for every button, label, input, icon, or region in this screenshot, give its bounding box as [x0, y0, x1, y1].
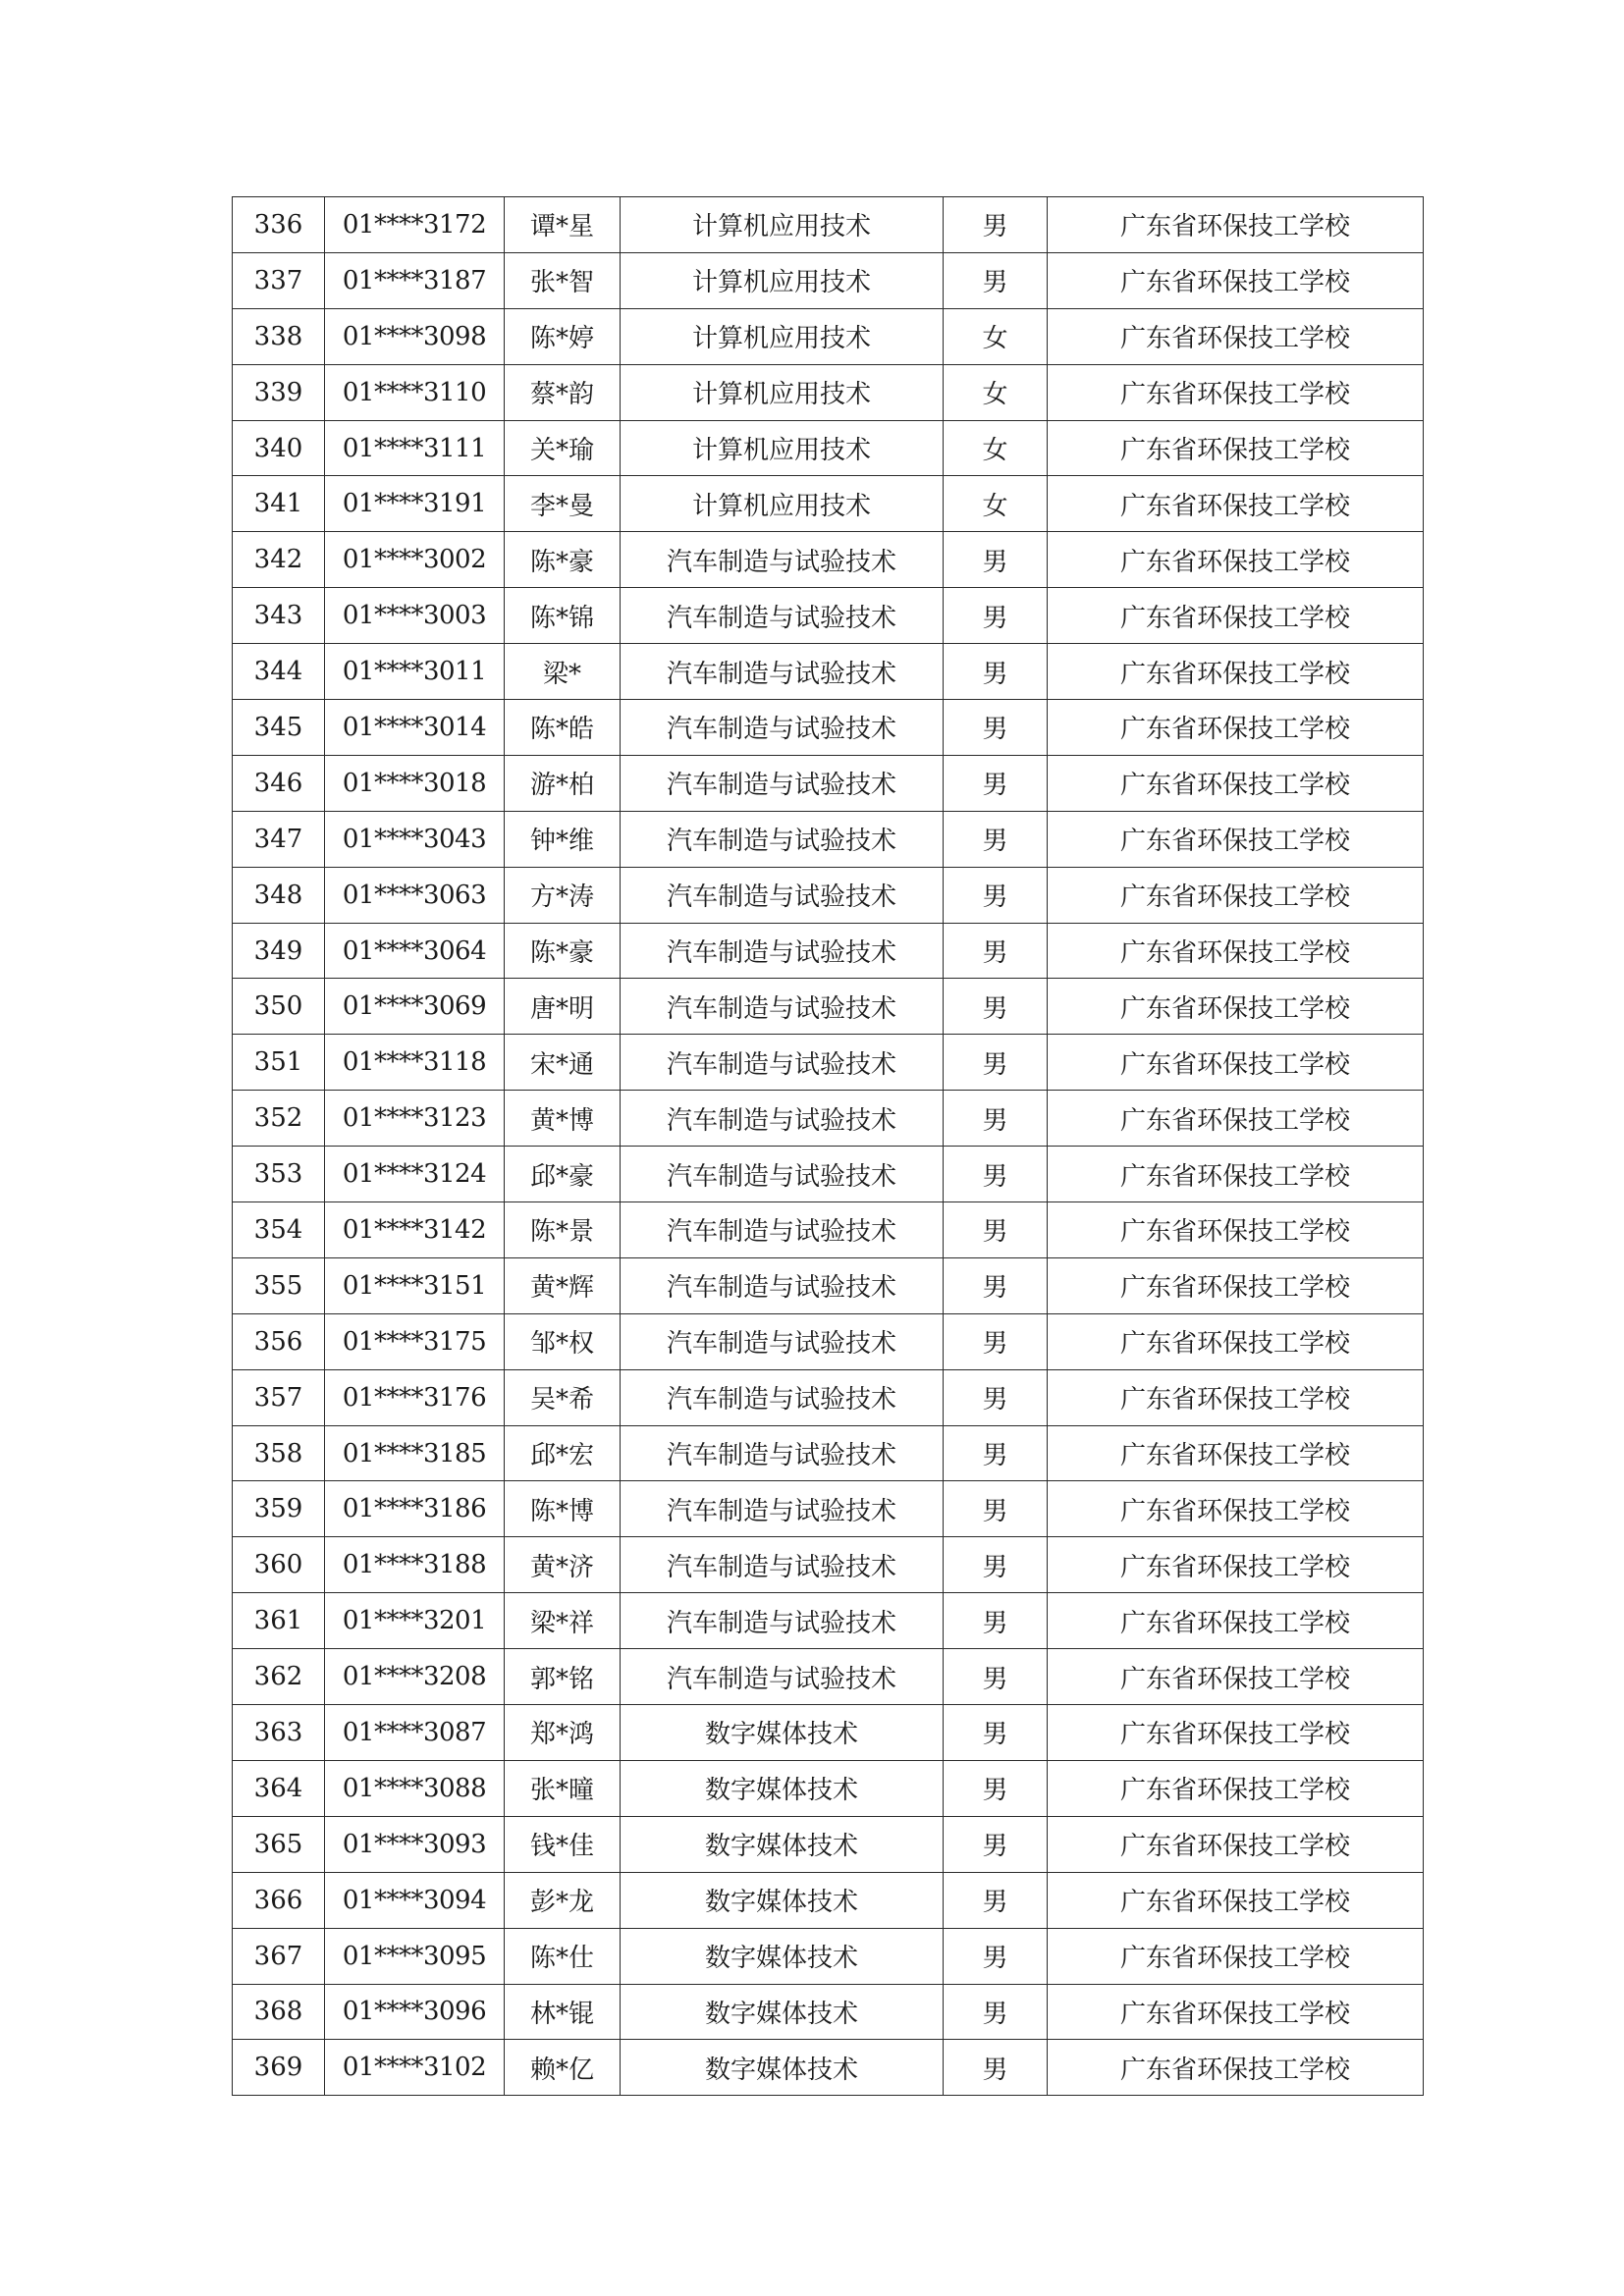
- school-cell: 广东省环保技工学校: [1048, 1257, 1424, 1313]
- student-name-cell: 邹*权: [505, 1313, 621, 1369]
- major-cell: 数字媒体技术: [621, 1760, 944, 1816]
- gender-cell: 男: [944, 197, 1048, 253]
- student-id-cell: 01****3185: [325, 1425, 505, 1481]
- table-row: [233, 1202, 1424, 1258]
- row-number-cell: 343: [233, 588, 325, 644]
- row-number-cell: 349: [233, 923, 325, 979]
- student-id-cell: 01****3124: [325, 1147, 505, 1202]
- school-cell: 广东省环保技工学校: [1048, 1147, 1424, 1202]
- gender-cell: 男: [944, 1593, 1048, 1649]
- school-cell: 广东省环保技工学校: [1048, 588, 1424, 644]
- major-cell: 汽车制造与试验技术: [621, 1425, 944, 1481]
- student-name-cell: 张*智: [505, 252, 621, 308]
- major-cell: 汽车制造与试验技术: [621, 1593, 944, 1649]
- school-cell: 广东省环保技工学校: [1048, 1872, 1424, 1928]
- student-name-cell: 梁*祥: [505, 1593, 621, 1649]
- school-cell: 广东省环保技工学校: [1048, 1313, 1424, 1369]
- school-cell: 广东省环保技工学校: [1048, 755, 1424, 811]
- major-cell: 数字媒体技术: [621, 1928, 944, 1984]
- gender-cell: 男: [944, 2040, 1048, 2096]
- gender-cell: 男: [944, 644, 1048, 700]
- student-id-cell: 01****3175: [325, 1313, 505, 1369]
- table-row: [233, 420, 1424, 476]
- gender-cell: 男: [944, 1705, 1048, 1761]
- student-name-cell: 谭*星: [505, 197, 621, 253]
- student-name-cell: 吴*希: [505, 1369, 621, 1425]
- student-id-cell: 01****3093: [325, 1816, 505, 1872]
- row-number-cell: 348: [233, 867, 325, 923]
- major-cell: 汽车制造与试验技术: [621, 1091, 944, 1147]
- student-name-cell: 黄*济: [505, 1537, 621, 1593]
- table-row: [233, 532, 1424, 588]
- major-cell: 数字媒体技术: [621, 1705, 944, 1761]
- table-row: [233, 644, 1424, 700]
- student-name-cell: 郑*鸿: [505, 1705, 621, 1761]
- school-cell: 广东省环保技工学校: [1048, 532, 1424, 588]
- table-row: [233, 1481, 1424, 1537]
- gender-cell: 男: [944, 532, 1048, 588]
- school-cell: 广东省环保技工学校: [1048, 1593, 1424, 1649]
- school-cell: 广东省环保技工学校: [1048, 1760, 1424, 1816]
- school-cell: 广东省环保技工学校: [1048, 1537, 1424, 1593]
- row-number-cell: 368: [233, 1984, 325, 2040]
- major-cell: 汽车制造与试验技术: [621, 700, 944, 756]
- student-name-cell: 邱*豪: [505, 1147, 621, 1202]
- student-id-cell: 01****3142: [325, 1202, 505, 1258]
- school-cell: 广东省环保技工学校: [1048, 364, 1424, 420]
- row-number-cell: 344: [233, 644, 325, 700]
- major-cell: 汽车制造与试验技术: [621, 867, 944, 923]
- student-id-cell: 01****3111: [325, 420, 505, 476]
- student-name-cell: 邱*宏: [505, 1425, 621, 1481]
- gender-cell: 男: [944, 252, 1048, 308]
- row-number-cell: 367: [233, 1928, 325, 1984]
- table-row: [233, 1593, 1424, 1649]
- row-number-cell: 362: [233, 1649, 325, 1705]
- gender-cell: 男: [944, 1537, 1048, 1593]
- table-row: [233, 1649, 1424, 1705]
- major-cell: 数字媒体技术: [621, 1816, 944, 1872]
- table-row: [233, 1537, 1424, 1593]
- major-cell: 计算机应用技术: [621, 364, 944, 420]
- row-number-cell: 364: [233, 1760, 325, 1816]
- school-cell: 广东省环保技工学校: [1048, 700, 1424, 756]
- student-name-cell: 游*柏: [505, 755, 621, 811]
- gender-cell: 男: [944, 1760, 1048, 1816]
- gender-cell: 男: [944, 1928, 1048, 1984]
- student-name-cell: 钟*维: [505, 811, 621, 867]
- table-row: [233, 588, 1424, 644]
- major-cell: 汽车制造与试验技术: [621, 979, 944, 1035]
- student-name-cell: 陈*皓: [505, 700, 621, 756]
- student-name-cell: 唐*明: [505, 979, 621, 1035]
- row-number-cell: 359: [233, 1481, 325, 1537]
- school-cell: 广东省环保技工学校: [1048, 1091, 1424, 1147]
- table-row: [233, 811, 1424, 867]
- student-id-cell: 01****3088: [325, 1760, 505, 1816]
- row-number-cell: 350: [233, 979, 325, 1035]
- table-row: [233, 1035, 1424, 1091]
- student-id-cell: 01****3191: [325, 476, 505, 532]
- major-cell: 汽车制造与试验技术: [621, 1369, 944, 1425]
- gender-cell: 女: [944, 364, 1048, 420]
- gender-cell: 男: [944, 1984, 1048, 2040]
- table-row: [233, 197, 1424, 253]
- student-name-cell: 陈*婷: [505, 308, 621, 364]
- major-cell: 汽车制造与试验技术: [621, 588, 944, 644]
- student-name-cell: 宋*通: [505, 1035, 621, 1091]
- student-id-cell: 01****3096: [325, 1984, 505, 2040]
- row-number-cell: 340: [233, 420, 325, 476]
- gender-cell: 男: [944, 811, 1048, 867]
- gender-cell: 男: [944, 1035, 1048, 1091]
- major-cell: 汽车制造与试验技术: [621, 1147, 944, 1202]
- student-id-cell: 01****3187: [325, 252, 505, 308]
- student-name-cell: 黄*博: [505, 1091, 621, 1147]
- major-cell: 计算机应用技术: [621, 308, 944, 364]
- student-id-cell: 01****3188: [325, 1537, 505, 1593]
- school-cell: 广东省环保技工学校: [1048, 1705, 1424, 1761]
- row-number-cell: 347: [233, 811, 325, 867]
- row-number-cell: 346: [233, 755, 325, 811]
- major-cell: 汽车制造与试验技术: [621, 644, 944, 700]
- row-number-cell: 353: [233, 1147, 325, 1202]
- table-row: [233, 1705, 1424, 1761]
- gender-cell: 男: [944, 979, 1048, 1035]
- row-number-cell: 360: [233, 1537, 325, 1593]
- table-row: [233, 2040, 1424, 2096]
- roster-body: [233, 197, 1424, 2096]
- gender-cell: 男: [944, 1816, 1048, 1872]
- major-cell: 汽车制造与试验技术: [621, 1481, 944, 1537]
- student-name-cell: 林*锟: [505, 1984, 621, 2040]
- student-id-cell: 01****3014: [325, 700, 505, 756]
- student-name-cell: 李*曼: [505, 476, 621, 532]
- school-cell: 广东省环保技工学校: [1048, 867, 1424, 923]
- table-row: [233, 1872, 1424, 1928]
- gender-cell: 男: [944, 700, 1048, 756]
- school-cell: 广东省环保技工学校: [1048, 1984, 1424, 2040]
- row-number-cell: 363: [233, 1705, 325, 1761]
- gender-cell: 男: [944, 1649, 1048, 1705]
- student-name-cell: 关*瑜: [505, 420, 621, 476]
- gender-cell: 男: [944, 1091, 1048, 1147]
- student-id-cell: 01****3201: [325, 1593, 505, 1649]
- student-id-cell: 01****3102: [325, 2040, 505, 2096]
- major-cell: 汽车制造与试验技术: [621, 923, 944, 979]
- row-number-cell: 342: [233, 532, 325, 588]
- student-id-cell: 01****3123: [325, 1091, 505, 1147]
- major-cell: 汽车制造与试验技术: [621, 755, 944, 811]
- row-number-cell: 356: [233, 1313, 325, 1369]
- table-row: [233, 1928, 1424, 1984]
- school-cell: 广东省环保技工学校: [1048, 420, 1424, 476]
- table-row: [233, 1257, 1424, 1313]
- table-row: [233, 1313, 1424, 1369]
- row-number-cell: 352: [233, 1091, 325, 1147]
- gender-cell: 男: [944, 1313, 1048, 1369]
- student-id-cell: 01****3110: [325, 364, 505, 420]
- student-name-cell: 钱*佳: [505, 1816, 621, 1872]
- student-name-cell: 陈*豪: [505, 532, 621, 588]
- student-id-cell: 01****3063: [325, 867, 505, 923]
- student-id-cell: 01****3087: [325, 1705, 505, 1761]
- row-number-cell: 337: [233, 252, 325, 308]
- school-cell: 广东省环保技工学校: [1048, 1481, 1424, 1537]
- major-cell: 计算机应用技术: [621, 420, 944, 476]
- gender-cell: 男: [944, 1369, 1048, 1425]
- gender-cell: 男: [944, 867, 1048, 923]
- table-row: [233, 979, 1424, 1035]
- school-cell: 广东省环保技工学校: [1048, 197, 1424, 253]
- student-id-cell: 01****3003: [325, 588, 505, 644]
- student-name-cell: 方*涛: [505, 867, 621, 923]
- row-number-cell: 338: [233, 308, 325, 364]
- table-row: [233, 252, 1424, 308]
- school-cell: 广东省环保技工学校: [1048, 476, 1424, 532]
- gender-cell: 男: [944, 1872, 1048, 1928]
- student-id-cell: 01****3011: [325, 644, 505, 700]
- student-id-cell: 01****3118: [325, 1035, 505, 1091]
- row-number-cell: 358: [233, 1425, 325, 1481]
- student-id-cell: 01****3172: [325, 197, 505, 253]
- table-row: [233, 1984, 1424, 2040]
- gender-cell: 男: [944, 1481, 1048, 1537]
- gender-cell: 男: [944, 1425, 1048, 1481]
- school-cell: 广东省环保技工学校: [1048, 1816, 1424, 1872]
- major-cell: 汽车制造与试验技术: [621, 1537, 944, 1593]
- row-number-cell: 369: [233, 2040, 325, 2096]
- gender-cell: 男: [944, 588, 1048, 644]
- student-id-cell: 01****3064: [325, 923, 505, 979]
- gender-cell: 男: [944, 755, 1048, 811]
- table-row: [233, 1816, 1424, 1872]
- row-number-cell: 336: [233, 197, 325, 253]
- table-row: [233, 1147, 1424, 1202]
- table-row: [233, 923, 1424, 979]
- student-id-cell: 01****3176: [325, 1369, 505, 1425]
- student-name-cell: 陈*豪: [505, 923, 621, 979]
- table-row: [233, 700, 1424, 756]
- major-cell: 汽车制造与试验技术: [621, 1649, 944, 1705]
- gender-cell: 女: [944, 420, 1048, 476]
- school-cell: 广东省环保技工学校: [1048, 1928, 1424, 1984]
- school-cell: 广东省环保技工学校: [1048, 644, 1424, 700]
- school-cell: 广东省环保技工学校: [1048, 1369, 1424, 1425]
- table-row: [233, 1369, 1424, 1425]
- gender-cell: 女: [944, 308, 1048, 364]
- row-number-cell: 345: [233, 700, 325, 756]
- table-row: [233, 364, 1424, 420]
- student-id-cell: 01****3098: [325, 308, 505, 364]
- table-row: [233, 308, 1424, 364]
- student-id-cell: 01****3095: [325, 1928, 505, 1984]
- school-cell: 广东省环保技工学校: [1048, 1202, 1424, 1258]
- school-cell: 广东省环保技工学校: [1048, 252, 1424, 308]
- student-id-cell: 01****3018: [325, 755, 505, 811]
- student-name-cell: 蔡*韵: [505, 364, 621, 420]
- table-row: [233, 476, 1424, 532]
- student-name-cell: 彭*龙: [505, 1872, 621, 1928]
- major-cell: 汽车制造与试验技术: [621, 811, 944, 867]
- student-id-cell: 01****3069: [325, 979, 505, 1035]
- student-name-cell: 梁*: [505, 644, 621, 700]
- row-number-cell: 351: [233, 1035, 325, 1091]
- major-cell: 计算机应用技术: [621, 252, 944, 308]
- school-cell: 广东省环保技工学校: [1048, 811, 1424, 867]
- major-cell: 汽车制造与试验技术: [621, 532, 944, 588]
- school-cell: 广东省环保技工学校: [1048, 1425, 1424, 1481]
- student-id-cell: 01****3094: [325, 1872, 505, 1928]
- major-cell: 数字媒体技术: [621, 1984, 944, 2040]
- student-name-cell: 郭*铭: [505, 1649, 621, 1705]
- school-cell: 广东省环保技工学校: [1048, 1649, 1424, 1705]
- major-cell: 汽车制造与试验技术: [621, 1257, 944, 1313]
- student-name-cell: 黄*辉: [505, 1257, 621, 1313]
- student-id-cell: 01****3208: [325, 1649, 505, 1705]
- major-cell: 数字媒体技术: [621, 2040, 944, 2096]
- table-row: [233, 1425, 1424, 1481]
- student-name-cell: 张*曈: [505, 1760, 621, 1816]
- table-row: [233, 1760, 1424, 1816]
- major-cell: 汽车制造与试验技术: [621, 1313, 944, 1369]
- student-roster-table: [232, 196, 1424, 2096]
- major-cell: 汽车制造与试验技术: [621, 1202, 944, 1258]
- student-name-cell: 陈*博: [505, 1481, 621, 1537]
- major-cell: 数字媒体技术: [621, 1872, 944, 1928]
- student-id-cell: 01****3151: [325, 1257, 505, 1313]
- student-name-cell: 陈*仕: [505, 1928, 621, 1984]
- gender-cell: 男: [944, 1257, 1048, 1313]
- school-cell: 广东省环保技工学校: [1048, 308, 1424, 364]
- row-number-cell: 339: [233, 364, 325, 420]
- student-name-cell: 陈*景: [505, 1202, 621, 1258]
- gender-cell: 男: [944, 923, 1048, 979]
- major-cell: 计算机应用技术: [621, 197, 944, 253]
- row-number-cell: 365: [233, 1816, 325, 1872]
- gender-cell: 男: [944, 1202, 1048, 1258]
- row-number-cell: 354: [233, 1202, 325, 1258]
- row-number-cell: 357: [233, 1369, 325, 1425]
- table-row: [233, 1091, 1424, 1147]
- gender-cell: 男: [944, 1147, 1048, 1202]
- student-name-cell: 赖*亿: [505, 2040, 621, 2096]
- row-number-cell: 361: [233, 1593, 325, 1649]
- student-id-cell: 01****3002: [325, 532, 505, 588]
- gender-cell: 女: [944, 476, 1048, 532]
- table-row: [233, 755, 1424, 811]
- major-cell: 汽车制造与试验技术: [621, 1035, 944, 1091]
- school-cell: 广东省环保技工学校: [1048, 979, 1424, 1035]
- major-cell: 计算机应用技术: [621, 476, 944, 532]
- row-number-cell: 341: [233, 476, 325, 532]
- student-name-cell: 陈*锦: [505, 588, 621, 644]
- student-id-cell: 01****3186: [325, 1481, 505, 1537]
- row-number-cell: 366: [233, 1872, 325, 1928]
- school-cell: 广东省环保技工学校: [1048, 2040, 1424, 2096]
- table-row: [233, 867, 1424, 923]
- row-number-cell: 355: [233, 1257, 325, 1313]
- school-cell: 广东省环保技工学校: [1048, 1035, 1424, 1091]
- school-cell: 广东省环保技工学校: [1048, 923, 1424, 979]
- student-id-cell: 01****3043: [325, 811, 505, 867]
